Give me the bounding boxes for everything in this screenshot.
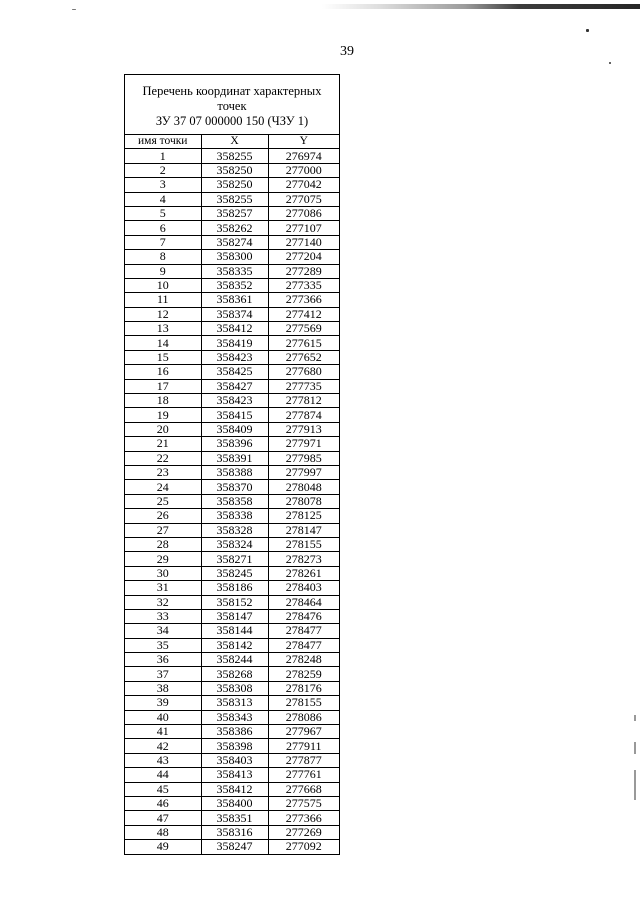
x-coordinate-cell: 358419 (201, 336, 268, 350)
point-name-cell: 9 (125, 264, 201, 278)
x-coordinate-cell: 358147 (201, 609, 268, 623)
y-coordinate-cell: 278248 (268, 653, 339, 667)
y-coordinate-cell: 277569 (268, 322, 339, 336)
point-name-cell: 41 (125, 725, 201, 739)
table-row (125, 422, 339, 436)
point-name-cell: 25 (125, 494, 201, 508)
point-name-cell: 29 (125, 552, 201, 566)
table-row (125, 350, 339, 364)
table-row (125, 293, 339, 307)
table-row (125, 681, 339, 695)
header-x: X (201, 135, 268, 149)
x-coordinate-cell: 358361 (201, 293, 268, 307)
x-coordinate-cell: 358257 (201, 206, 268, 220)
y-coordinate-cell: 278078 (268, 494, 339, 508)
point-name-cell: 16 (125, 365, 201, 379)
y-coordinate-cell: 277812 (268, 394, 339, 408)
y-coordinate-cell: 278086 (268, 710, 339, 724)
x-coordinate-cell: 358262 (201, 221, 268, 235)
point-name-cell: 49 (125, 840, 201, 854)
x-coordinate-cell: 358423 (201, 350, 268, 364)
table-row (125, 653, 339, 667)
table-row (125, 509, 339, 523)
point-name-cell: 3 (125, 178, 201, 192)
point-name-cell: 11 (125, 293, 201, 307)
y-coordinate-cell: 277075 (268, 192, 339, 206)
point-name-cell: 40 (125, 710, 201, 724)
table-row (125, 365, 339, 379)
x-coordinate-cell: 358328 (201, 523, 268, 537)
point-name-cell: 6 (125, 221, 201, 235)
table-row (125, 609, 339, 623)
y-coordinate-cell: 277985 (268, 451, 339, 465)
coordinates-grid (125, 135, 339, 854)
table-row (125, 523, 339, 537)
table-row (125, 451, 339, 465)
y-coordinate-cell: 277575 (268, 796, 339, 810)
table-row (125, 465, 339, 479)
x-coordinate-cell: 358300 (201, 250, 268, 264)
table-row (125, 796, 339, 810)
y-coordinate-cell: 277092 (285, 839, 322, 854)
point-name-cell: 22 (125, 451, 201, 465)
table-row (125, 278, 339, 292)
point-name-cell: 27 (125, 523, 201, 537)
x-coordinate-cell: 358358 (201, 494, 268, 508)
point-name-cell: 34 (125, 624, 201, 638)
table-row (125, 710, 339, 724)
table-row (125, 581, 339, 595)
table-title (125, 75, 339, 135)
y-coordinate-cell: 277615 (268, 336, 339, 350)
table-row (125, 537, 339, 551)
table-row (125, 235, 339, 249)
y-coordinate-cell: 277042 (268, 178, 339, 192)
x-coordinate-cell: 358338 (201, 509, 268, 523)
table-row (125, 624, 339, 638)
table-row (125, 494, 339, 508)
x-coordinate-cell: 358142 (201, 638, 268, 652)
point-name-cell: 1 (125, 149, 201, 163)
y-coordinate-cell: 277107 (268, 221, 339, 235)
y-coordinate-cell: 278155 (268, 537, 339, 551)
x-coordinate-cell: 358396 (201, 437, 268, 451)
table-row (125, 753, 339, 767)
table-row (125, 264, 339, 278)
x-coordinate-cell: 358412 (201, 322, 268, 336)
y-coordinate-cell: 277874 (268, 408, 339, 422)
table-row (125, 178, 339, 192)
table-row (125, 825, 339, 839)
point-name-cell: 4 (125, 192, 201, 206)
point-name-cell: 19 (125, 408, 201, 422)
scan-artifact-edge-mark (634, 742, 636, 754)
header-y: Y (268, 135, 339, 149)
x-coordinate-cell: 358427 (201, 379, 268, 393)
x-coordinate-cell: 358398 (201, 739, 268, 753)
table-row (125, 768, 339, 782)
x-coordinate-cell: 358391 (201, 451, 268, 465)
table-row (125, 379, 339, 393)
point-name-cell: 46 (125, 796, 201, 810)
x-coordinate-cell: 358343 (201, 710, 268, 724)
y-coordinate-cell: 277204 (268, 250, 339, 264)
point-name-cell: 23 (125, 465, 201, 479)
y-coordinate-cell: 278403 (268, 581, 339, 595)
table-row (125, 782, 339, 796)
x-coordinate-cell: 358255 (201, 192, 268, 206)
x-coordinate-cell: 358403 (201, 753, 268, 767)
scan-artifact-edge-mark (634, 770, 636, 800)
table-row (125, 307, 339, 321)
table-row (125, 250, 339, 264)
point-name-cell: 36 (125, 653, 201, 667)
point-name-cell: 45 (125, 782, 201, 796)
y-coordinate-cell: 277366 (268, 293, 339, 307)
point-name-cell: 43 (125, 753, 201, 767)
x-coordinate-cell: 358413 (201, 768, 268, 782)
y-coordinate-cell: 277086 (268, 206, 339, 220)
table-row (125, 437, 339, 451)
table-row (125, 638, 339, 652)
point-name-cell: 37 (125, 667, 201, 681)
table-row (125, 811, 339, 825)
point-name-cell: 21 (125, 437, 201, 451)
point-name-cell: 15 (125, 350, 201, 364)
y-coordinate-cell: 278125 (268, 509, 339, 523)
scan-artifact-top-edge (322, 4, 640, 9)
x-coordinate-cell: 358409 (201, 422, 268, 436)
y-coordinate-cell: 277668 (268, 782, 339, 796)
point-name-cell: 7 (125, 235, 201, 249)
y-coordinate-cell: 277652 (268, 350, 339, 364)
table-row (125, 552, 339, 566)
y-coordinate-cell: 277967 (268, 725, 339, 739)
point-name-cell: 24 (125, 480, 201, 494)
point-name-cell: 33 (125, 609, 201, 623)
x-coordinate-cell: 358316 (201, 825, 268, 839)
y-coordinate-cell: 278048 (268, 480, 339, 494)
y-coordinate-cell: 278176 (268, 681, 339, 695)
table-row (125, 566, 339, 580)
x-coordinate-cell: 358313 (201, 696, 268, 710)
y-coordinate-cell: 277680 (268, 365, 339, 379)
point-name-cell: 14 (125, 336, 201, 350)
table-row (125, 322, 339, 336)
x-coordinate-cell: 358415 (201, 408, 268, 422)
x-coordinate-cell: 358186 (201, 581, 268, 595)
y-coordinate-cell: 277335 (268, 278, 339, 292)
x-coordinate-cell: 358245 (201, 566, 268, 580)
table-row (125, 595, 339, 609)
x-coordinate-cell: 358144 (201, 624, 268, 638)
table-row (125, 394, 339, 408)
table-row (125, 336, 339, 350)
point-name-cell: 35 (125, 638, 201, 652)
y-coordinate-cell: 278155 (268, 696, 339, 710)
y-coordinate-cell: 278273 (268, 552, 339, 566)
y-coordinate-cell: 277877 (268, 753, 339, 767)
y-coordinate-cell: 277761 (268, 768, 339, 782)
point-name-cell: 20 (125, 422, 201, 436)
table-header-row (125, 135, 339, 149)
x-coordinate-cell: 358388 (201, 465, 268, 479)
y-coordinate-cell: 277911 (268, 739, 339, 753)
point-name-cell: 38 (125, 681, 201, 695)
table-row (125, 725, 339, 739)
point-name-cell: 39 (125, 696, 201, 710)
y-coordinate-cell: 276974 (268, 149, 339, 163)
coordinates-table (124, 74, 340, 855)
point-name-cell: 30 (125, 566, 201, 580)
y-coordinate-cell: 278477 (268, 638, 339, 652)
point-name-cell: 44 (125, 768, 201, 782)
table-row (125, 149, 339, 163)
point-name-cell: 47 (125, 811, 201, 825)
point-name-cell: 8 (125, 250, 201, 264)
x-coordinate-cell: 358250 (201, 178, 268, 192)
x-coordinate-cell: 358152 (201, 595, 268, 609)
x-coordinate-cell: 358247 (201, 840, 268, 854)
point-name-cell: 32 (125, 595, 201, 609)
y-coordinate-cell: 277366 (268, 811, 339, 825)
x-coordinate-cell: 358400 (201, 796, 268, 810)
x-coordinate-cell: 358370 (201, 480, 268, 494)
y-coordinate-cell: 278464 (268, 595, 339, 609)
table-row (125, 192, 339, 206)
x-coordinate-cell: 358423 (201, 394, 268, 408)
x-coordinate-cell: 358274 (201, 235, 268, 249)
table-row (125, 480, 339, 494)
scan-artifact-speck (72, 9, 76, 10)
point-name-cell: 42 (125, 739, 201, 753)
y-coordinate-cell: 277735 (268, 379, 339, 393)
point-name-cell: 5 (125, 206, 201, 220)
point-name-cell: 17 (125, 379, 201, 393)
table-row (125, 206, 339, 220)
point-name-cell: 2 (125, 163, 201, 177)
x-coordinate-cell: 358425 (201, 365, 268, 379)
y-coordinate-cell: 277412 (268, 307, 339, 321)
table-row (125, 667, 339, 681)
x-coordinate-cell: 358250 (201, 163, 268, 177)
y-coordinate-cell: 278147 (268, 523, 339, 537)
table-body (125, 149, 339, 854)
point-name-cell: 13 (125, 322, 201, 336)
x-coordinate-cell: 358386 (201, 725, 268, 739)
x-coordinate-cell: 358324 (201, 537, 268, 551)
y-coordinate-cell: 277289 (268, 264, 339, 278)
x-coordinate-cell: 358335 (201, 264, 268, 278)
x-coordinate-cell: 358308 (201, 681, 268, 695)
table-row (125, 840, 339, 854)
table-row (125, 408, 339, 422)
x-coordinate-cell: 358351 (201, 811, 268, 825)
y-coordinate-cell: 277913 (268, 422, 339, 436)
y-coordinate-cell: 277971 (268, 437, 339, 451)
page-number: 39 (340, 44, 354, 59)
y-coordinate-cell: 278477 (268, 624, 339, 638)
point-name-cell: 12 (125, 307, 201, 321)
y-coordinate-cell: 277140 (268, 235, 339, 249)
x-coordinate-cell: 358271 (201, 552, 268, 566)
point-name-cell: 31 (125, 581, 201, 595)
y-coordinate-cell: 277269 (268, 825, 339, 839)
point-name-cell: 48 (125, 825, 201, 839)
x-coordinate-cell: 358412 (201, 782, 268, 796)
x-coordinate-cell: 358255 (201, 149, 268, 163)
y-coordinate-cell: 278259 (268, 667, 339, 681)
point-name-cell: 28 (125, 537, 201, 551)
x-coordinate-cell: 358352 (201, 278, 268, 292)
scan-artifact-speck (586, 29, 589, 32)
header-point-name: имя точки (125, 135, 201, 149)
table-row (125, 221, 339, 235)
y-coordinate-cell: 277997 (268, 465, 339, 479)
scan-artifact-speck (609, 62, 611, 64)
table-row (125, 163, 339, 177)
table-row (125, 696, 339, 710)
point-name-cell: 26 (125, 509, 201, 523)
y-coordinate-cell: 277000 (268, 163, 339, 177)
y-coordinate-cell: 278261 (268, 566, 339, 580)
point-name-cell: 10 (125, 278, 201, 292)
x-coordinate-cell: 358244 (201, 653, 268, 667)
x-coordinate-cell: 358268 (201, 667, 268, 681)
point-name-cell: 18 (125, 394, 201, 408)
x-coordinate-cell: 358374 (201, 307, 268, 321)
table-title-line-1: Перечень координат характерных точек (142, 84, 322, 113)
table-row (125, 739, 339, 753)
scan-artifact-edge-mark (634, 715, 636, 721)
y-coordinate-cell: 278476 (268, 609, 339, 623)
table-title-line-2: ЗУ 37 07 000000 150 (ЧЗУ 1) (155, 114, 309, 128)
